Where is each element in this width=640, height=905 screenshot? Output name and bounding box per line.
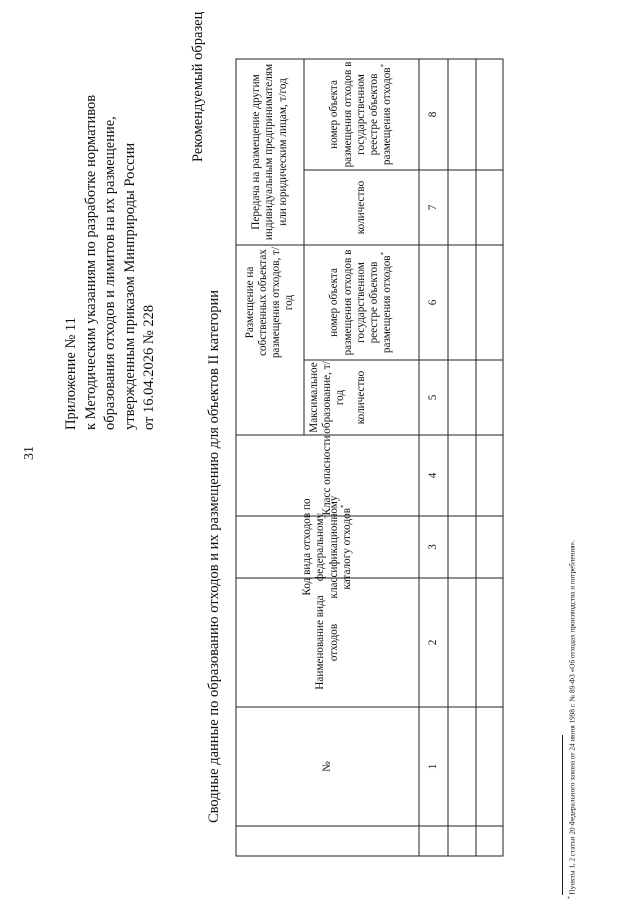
table-title: Сводные данные по образованию отходов и их размещению для объектов II категории (206, 289, 222, 823)
header-waste-code (236, 495, 419, 599)
header-waste-name: Наименование вида отходов (314, 595, 340, 690)
column-number-cell: 6 (426, 299, 439, 306)
header-transfer-object-number-text: номер объекта размещения отходов в государственном реестре объектов размещения отходов (328, 61, 394, 168)
appendix-line: Приложение № 11 (63, 317, 79, 430)
header-transfer-quantity: количество (354, 180, 367, 235)
appendix-line: образования отходов и лимитов на их размещение, (102, 116, 119, 430)
header-own-quantity: количество (354, 370, 367, 425)
header-row-number: № (320, 761, 333, 772)
header-own-placement: Размещение на собственных объектах размещения отходов, т/год (243, 246, 296, 359)
column-number-cell: 4 (426, 472, 439, 479)
footnote-mark: * (338, 504, 347, 508)
column-number-cell: 8 (426, 111, 439, 118)
header-own-object-number-text: номер объекта размещения отходов в государственном реестре объектов размещения отходов (328, 249, 394, 356)
footnote-text: Пункты 1, 2 статьи 20 Федерального закона от 24 июня 1998 г. № 89-ФЗ «Об отходах производства и потребления». (568, 540, 577, 895)
appendix-line: от 16.04.2026 № 228 (141, 304, 158, 430)
column-number-cell: 5 (426, 394, 439, 401)
recommended-sample-label: Рекомендуемый образец (190, 11, 206, 162)
header-transfer-object-number (304, 59, 419, 170)
footnote-mark: * (379, 63, 388, 68)
footnote-divider (562, 735, 563, 895)
footnote-mark: * (567, 896, 573, 899)
footnote (567, 540, 576, 899)
column-number-cell (419, 826, 448, 856)
appendix-line: к Методическим указаниям по разработке нормативов (82, 94, 99, 430)
page-number: 31 (22, 446, 37, 460)
header-own-object-number (304, 245, 419, 360)
column-number-cell: 2 (426, 639, 439, 646)
column-number-cell: 1 (426, 763, 439, 770)
column-number-cell: 7 (426, 204, 439, 211)
header-max-generation: Максимальное образование, т/год (307, 361, 347, 434)
footnote-mark: * (379, 251, 388, 256)
header-hazard-class: Класс опасности (320, 435, 333, 516)
column-number-cell: 3 (426, 544, 439, 550)
appendix-line: утвержденным приказом Минприроды России (121, 142, 138, 430)
header-waste-code-text: Код вида отходов по федеральному классификационному каталогу отходов (301, 495, 353, 599)
header-transfer: Передача на размещение другим индивидуальным предпринимателям или юридическим лицам, т/год (250, 63, 289, 241)
